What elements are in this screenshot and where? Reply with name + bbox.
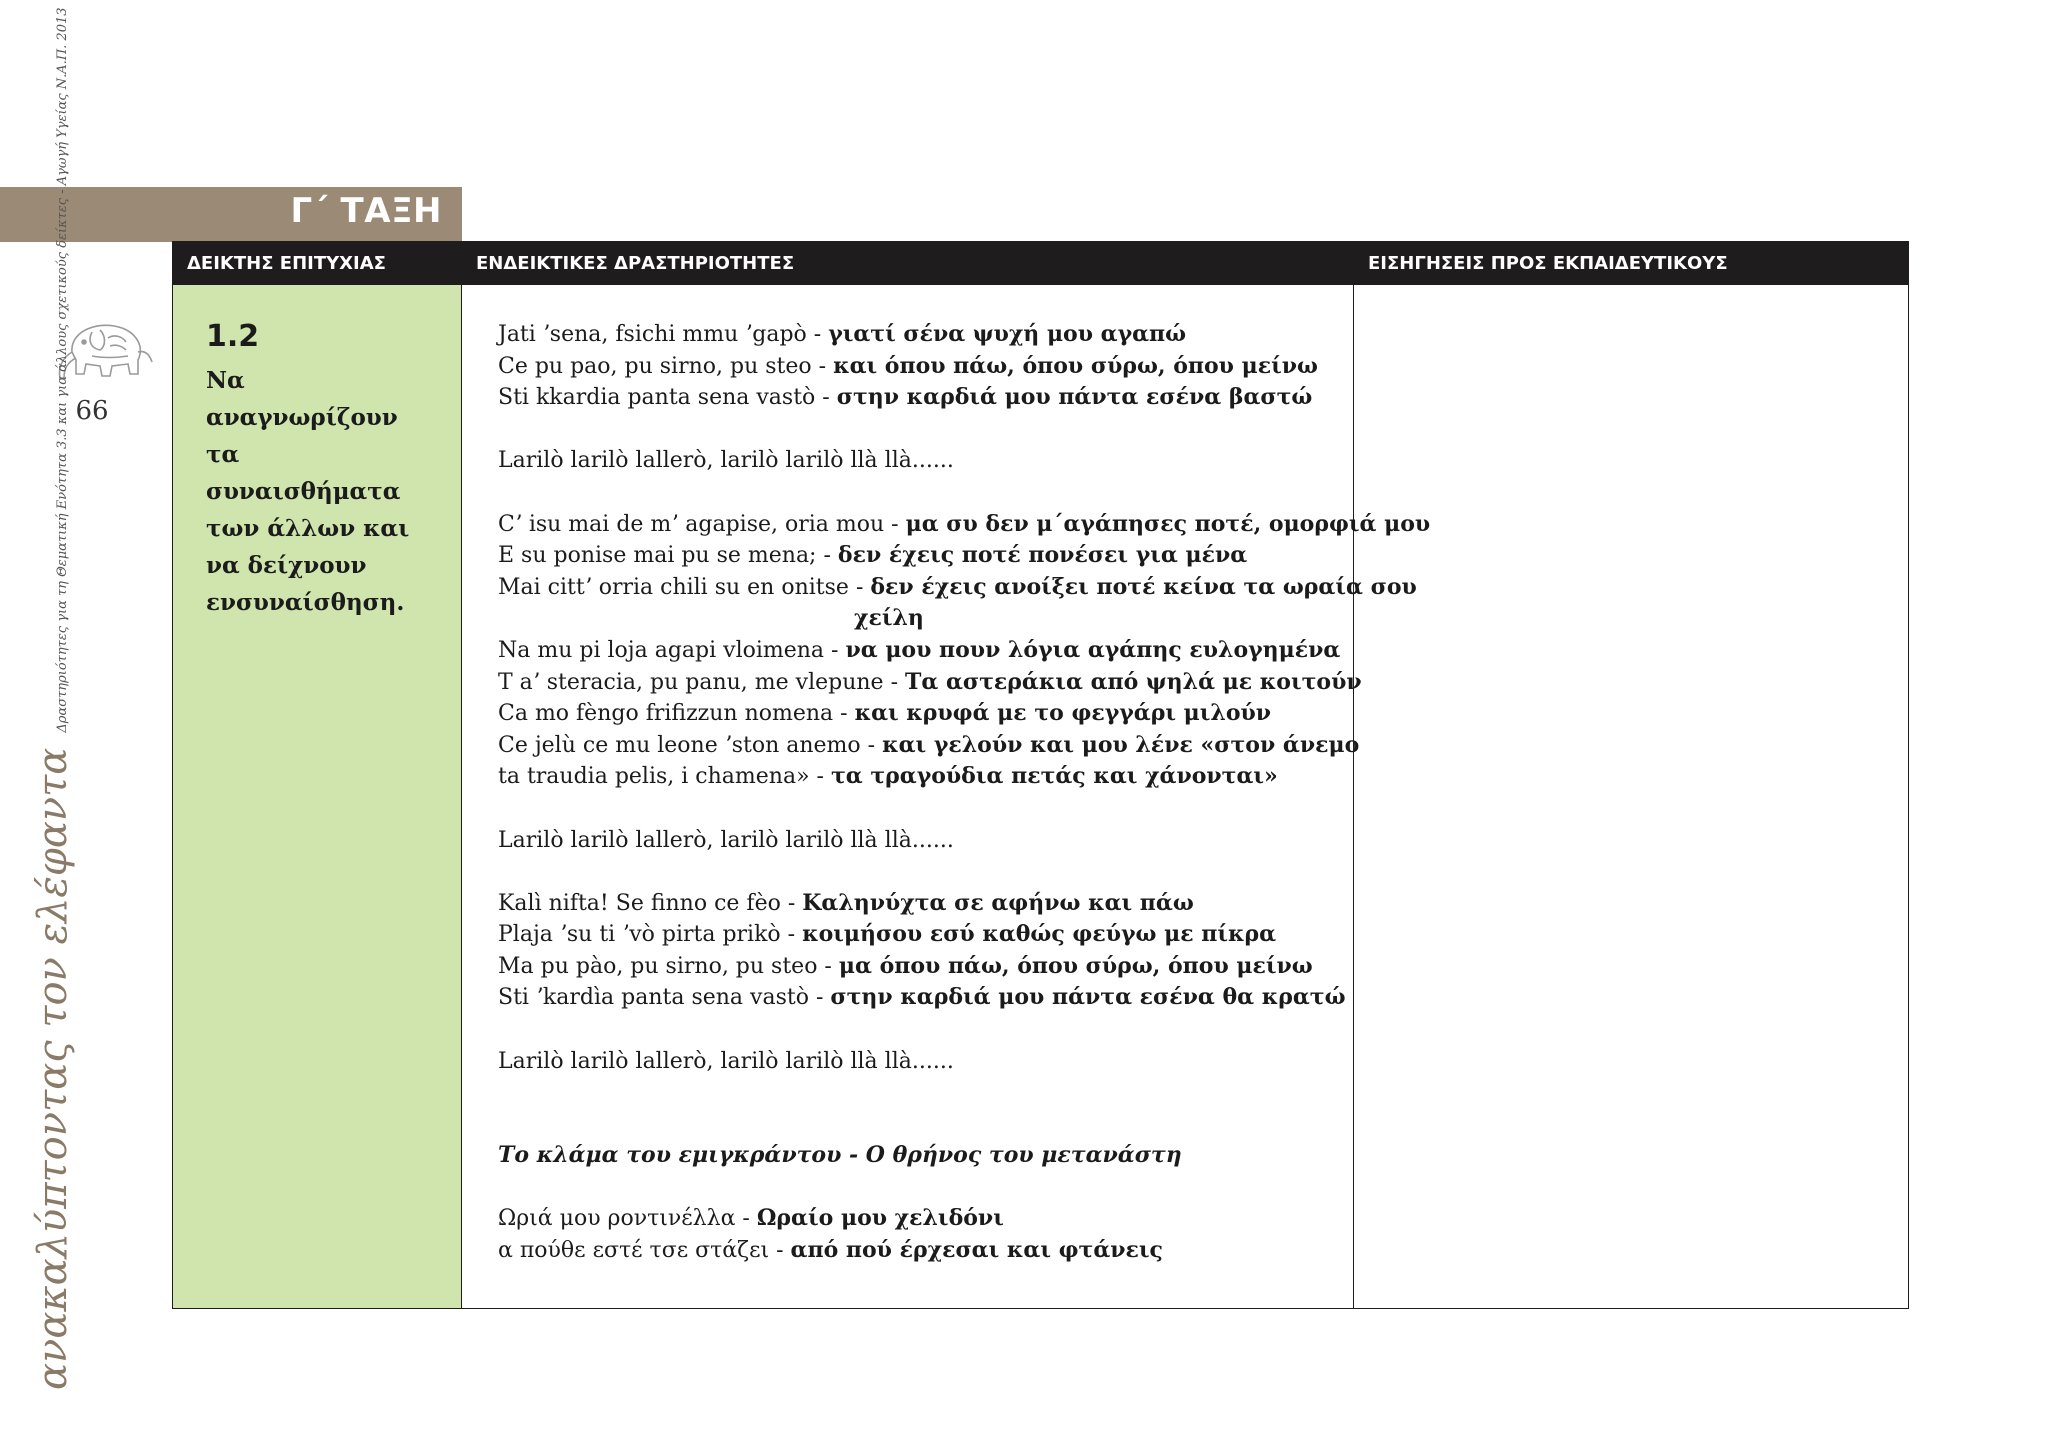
indicator-code: 1.2 <box>206 319 260 354</box>
lyric-line: Ce pu pao, pu sirno, pu steo - και όπου πάω, όπου σύρω, όπου μείνω <box>498 352 1318 379</box>
lyric-line: Jati ʼsena, fsichi mmu ʼgapò - γιατί σένα ψυχή μου αγαπώ <box>498 321 1187 347</box>
refrain-line: Larilò larilò lallerò, larilò larilò llà llà...... <box>498 827 954 853</box>
refrain-line: Larilò larilò lallerò, larilò larilò llà llà...... <box>498 448 954 474</box>
series-title: ανακαλύπτοντας τον ελέφαντα <box>30 747 76 1390</box>
indicator-text <box>206 362 441 621</box>
indicator-line: να δείχνουν <box>206 552 367 579</box>
lyric-line: Kalì nifta! Se finno ce fèo - Καληνύχτα σε αφήνω και πάω <box>498 889 1194 916</box>
header-activities: ΕΝΔΕΙΚΤΙΚΕΣ ΔΡΑΣΤΗΡΙΟΤΗΤΕΣ <box>462 242 1354 285</box>
lyric-line: α πούθε εστέ τσε στάζει - από πού έρχεσαι και φτάνεις <box>498 1237 1163 1264</box>
lyric-line: Ma pu pào, pu sirno, pu steo - μα όπου πάω, όπου σύρω, όπου μείνω <box>498 952 1313 979</box>
activities-cell <box>462 285 1431 1309</box>
header-suggestions: ΕΙΣΗΓΗΣΕΙΣ ΠΡΟΣ ΕΚΠΑΙΔΕΥΤΙΚΟΥΣ <box>1354 242 1909 285</box>
indicator-line: ενσυναίσθηση. <box>206 589 405 616</box>
lyric-line: E su ponise mai pu se mena; - δεν έχεις ποτέ πονέσει για μένα <box>498 542 1248 569</box>
activity-table <box>172 241 1909 1309</box>
lyric-line: Plaja ʼsu ti ʼvò pirta prikò - κοιμήσου εσύ καθώς φεύγω με πίκρα <box>498 921 1277 948</box>
header-indicator: ΔΕΙΚΤΗΣ ΕΠΙΤΥΧΙΑΣ <box>173 242 462 285</box>
lyric-line: Sti ʼkardìa panta sena vastò - στην καρδιά μου πάντα εσένα θα κρατώ <box>498 984 1346 1011</box>
series-subtitle: Δραστηριότητες για τη Θεματική Ενότητα 3.3 και για άλλους σχετικούς δείκτες - Αγωγή Υγείας Ν.Α.Π. 2013 <box>55 7 70 733</box>
lyric-line-continuation: χείλη <box>854 605 924 632</box>
indicator-line: των άλλων και <box>206 515 410 542</box>
table-row <box>173 285 1909 1309</box>
song-title: Το κλάμα του εμιγκράντου - Ο θρήνος του μετανάστη <box>498 1142 1182 1169</box>
refrain-line: Larilò larilò lallerò, larilò larilò llà llà...... <box>498 1048 954 1074</box>
lyric-line: Ce jelù ce mu leone ʼston anemo - και γελούν και μου λένε «στον άνεμο <box>498 731 1360 758</box>
page-number: 66 <box>75 396 109 426</box>
lyric-line: Mai cittʼ orria chili su en onitse - δεν έχεις ανοίξει ποτέ κείνα τα ωραία σου <box>498 573 1417 600</box>
lyric-line: Ca mo fèngo frifizzun nomena - και κρυφά με το φεγγάρι μιλούν <box>498 700 1272 727</box>
lyric-line: Sti kkardia panta sena vastò - στην καρδιά μου πάντα εσένα βαστώ <box>498 384 1313 411</box>
lyric-line: T aʼ steracia, pu panu, me vlepune - Τα αστεράκια από ψηλά με κοιτούν <box>498 668 1362 695</box>
lyric-line: ta traudia pelis, i chamena» - τα τραγούδια πετάς και χάνονται» <box>498 763 1278 790</box>
indicator-cell <box>173 285 462 1309</box>
lyric-line: Ωριά μου ροντινέλλα - Ωραίο μου χελιδόνι <box>498 1205 1004 1232</box>
lyric-line: Cʼ isu mai de mʼ agapise, oria mou - μα συ δεν μ΄αγάπησες ποτέ, ομορφιά μου <box>498 510 1431 537</box>
suggestions-cell <box>1354 285 1909 1309</box>
table-header-row <box>173 242 1909 285</box>
lyric-line: Na mu pi loja agapi vloimena - να μου πουν λόγια αγάπης ευλογημένα <box>498 636 1341 663</box>
grade-label: Γ΄ ΤΑΞΗ <box>290 191 442 231</box>
indicator-line: Να αναγνωρίζουν <box>206 367 398 431</box>
indicator-line: τα συναισθήματα <box>206 441 401 505</box>
